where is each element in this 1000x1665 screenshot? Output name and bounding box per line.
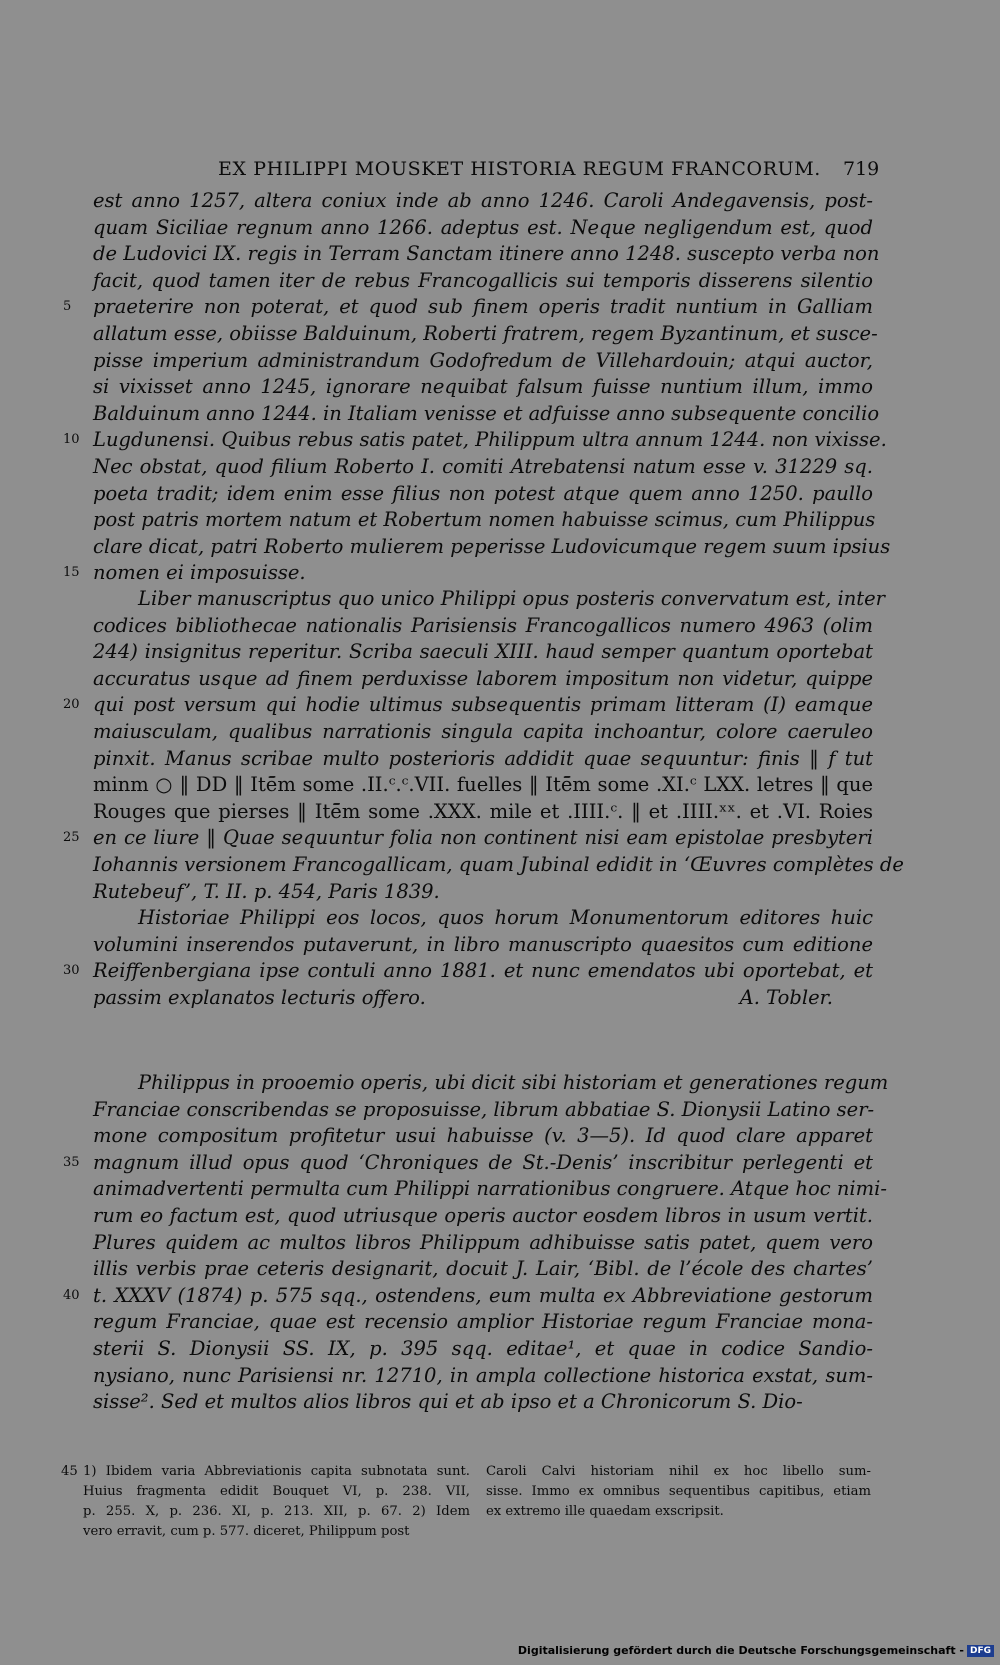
text-line bbox=[63, 958, 873, 985]
text-line bbox=[93, 932, 873, 959]
line-number: 40 bbox=[63, 1287, 80, 1303]
text-line bbox=[63, 692, 873, 719]
footnote-line bbox=[486, 1462, 871, 1482]
line-text: illis verbis prae ceteris designarit, docuit J. Lair, ‘Bibl. de l’école des chartes’ bbox=[93, 1257, 873, 1281]
text-line bbox=[93, 1070, 889, 1097]
line-text: Reiffenbergiana ipse contuli anno 1881. et nunc emendatos ubi oportebat, et bbox=[93, 959, 873, 983]
line-text: facit, quod tamen iter de rebus Francogallicis sui temporis disserens silentio bbox=[93, 268, 873, 292]
digitization-credit bbox=[518, 1644, 994, 1657]
line-number: 45 bbox=[61, 1464, 78, 1479]
line-text: 244) insignitus reperitur. Scriba saeculi XIII. haud semper quantum oportebat bbox=[93, 640, 873, 664]
line-text: quam Siciliae regnum anno 1266. adeptus est. Neque negligendum est, quod bbox=[93, 215, 873, 239]
line-number: 35 bbox=[63, 1154, 80, 1170]
text-line bbox=[93, 401, 880, 428]
footnote-text: Huius fragmenta edidit Bouquet VI, p. 238. VII, bbox=[83, 1484, 470, 1499]
line-text: Liber manuscriptus quo unico Philippi opus posteris convervatum est, inter bbox=[138, 587, 885, 610]
footnote-text: p. 255. X, p. 236. XI, p. 213. XII, p. 67. 2) Idem bbox=[83, 1504, 470, 1519]
paragraph-3 bbox=[63, 905, 873, 1011]
text-line bbox=[93, 188, 873, 215]
text-line bbox=[63, 1150, 873, 1177]
footnote-line bbox=[486, 1502, 871, 1522]
footnote-text: vero erravit, cum p. 577. diceret, Philippum post bbox=[83, 1524, 410, 1539]
footnote-text: sisse. Immo ex omnibus sequentibus capitibus, etiam bbox=[486, 1484, 871, 1499]
text-line bbox=[93, 905, 873, 932]
paragraph-2 bbox=[63, 586, 904, 905]
line-text: en ce liure ‖ Quae sequuntur folia non continent nisi eam epistolae presbyteri bbox=[93, 826, 873, 850]
line-text: Historiae Philippi eos locos, quos horum Monumentorum editores huic bbox=[138, 906, 873, 929]
paragraph-1 bbox=[63, 188, 891, 587]
line-text: post patris mortem natum et Robertum nomen habuisse scimus, cum Philippus bbox=[93, 508, 876, 532]
line-text: nysiano, nunc Parisiensi nr. 12710, in ampla collectione historica exstat, sum- bbox=[93, 1363, 873, 1387]
text-line bbox=[63, 825, 873, 852]
footnote-line bbox=[83, 1502, 470, 1522]
text-line bbox=[93, 241, 880, 268]
line-text: praeterire non poterat, et quod sub finem operis tradit nuntium in Galliam bbox=[93, 295, 873, 319]
line-text: sterii S. Dionysii SS. IX, p. 395 sqq. editae¹, et quae in codice Sandio- bbox=[93, 1336, 873, 1360]
text-line bbox=[93, 666, 873, 693]
line-text: Plures quidem ac multos libros Philippum adhibuisse satis patet, quem vero bbox=[93, 1230, 873, 1254]
line-text: Franciae conscribendas se proposuisse, librum abbatiae S. Dionysii Latino ser- bbox=[93, 1097, 875, 1121]
text-line bbox=[93, 215, 873, 242]
text-line bbox=[93, 1256, 873, 1283]
line-text: t. XXXV (1874) p. 575 sqq., ostendens, eum multa ex Abbreviatione gestorum bbox=[93, 1283, 873, 1307]
text-line bbox=[93, 268, 873, 295]
line-number: 20 bbox=[63, 697, 80, 713]
line-number: 5 bbox=[63, 299, 72, 315]
line-number: 15 bbox=[63, 565, 80, 581]
text-line bbox=[93, 772, 873, 799]
text-line bbox=[93, 613, 873, 640]
line-text: codices bibliothecae nationalis Parisiensis Francogallicos numero 4963 (olim bbox=[93, 613, 873, 637]
footnote-line bbox=[486, 1482, 871, 1502]
text-line bbox=[93, 1203, 873, 1230]
line-text: pisse imperium administrandum Godofredum de Villehardouin; atqui auctor, bbox=[93, 348, 873, 372]
text-line bbox=[93, 879, 873, 906]
line-text: volumini inserendos putaverunt, in libro manuscripto quaesitos cum editione bbox=[93, 932, 873, 956]
text-line bbox=[93, 1363, 873, 1390]
text-line bbox=[93, 534, 891, 561]
text-line bbox=[93, 481, 873, 508]
line-number: 25 bbox=[63, 830, 80, 846]
line-text: Philippus in prooemio operis, ubi dicit sibi historiam et generationes regum bbox=[138, 1071, 889, 1094]
line-text: passim explanatos lecturis offero. bbox=[93, 985, 426, 1009]
footnote-line bbox=[83, 1482, 470, 1502]
line-text: nomen ei imposuisse. bbox=[93, 561, 306, 585]
line-text: animadvertenti permulta cum Philippi narrationibus congruere. Atque hoc nimi- bbox=[93, 1177, 887, 1201]
line-text: maiusculam, qualibus narrationis singula capita inchoantur, colore caeruleo bbox=[93, 719, 873, 743]
line-text: Iohannis versionem Francogallicam, quam Jubinal edidit in ‘Œuvres complètes de bbox=[93, 852, 904, 876]
line-text: Lugdunensi. Quibus rebus satis patet, Philippum ultra annum 1244. non vixisse. bbox=[93, 428, 887, 452]
line-text: qui post versum qui hodie ultimus subsequentis primam litteram (I) eamque bbox=[93, 693, 873, 717]
footnote-line bbox=[83, 1522, 470, 1542]
text-line bbox=[93, 1176, 887, 1203]
line-number: 30 bbox=[63, 963, 80, 979]
footnote-text: ex extremo ille quaedam exscripsit. bbox=[486, 1504, 724, 1519]
text-line bbox=[93, 1097, 873, 1124]
footnote-text: Caroli Calvi historiam nihil ex hoc libello sum- bbox=[486, 1464, 871, 1479]
line-text: poeta tradit; idem enim esse filius non potest atque quem anno 1250. paullo bbox=[93, 481, 873, 505]
line-text: de Ludovici IX. regis in Terram Sanctam itinere anno 1248. suscepto verba non bbox=[93, 242, 880, 266]
text-line bbox=[93, 321, 878, 348]
text-line bbox=[93, 1230, 873, 1257]
line-text: regum Franciae, quae est recensio amplior Historiae regum Franciae mona- bbox=[93, 1310, 873, 1334]
text-line bbox=[63, 1283, 873, 1310]
page-number: 719 bbox=[843, 158, 880, 180]
line-number: 10 bbox=[63, 432, 80, 448]
text-line bbox=[93, 799, 873, 826]
line-text: rum eo factum est, quod utriusque operis auctor eosdem libros in usum vertit. bbox=[93, 1203, 873, 1227]
text-line bbox=[93, 454, 873, 481]
credit-text: Digitalisierung gefördert durch die Deutsche Forschungsgemeinschaft - bbox=[517, 1644, 964, 1657]
text-line bbox=[93, 639, 873, 666]
line-text: Rutebeuf’, T. II. p. 454, Paris 1839. bbox=[93, 879, 440, 903]
line-text: Nec obstat, quod filium Roberto I. comiti Atrebatensi natum esse v. 31229 sq. bbox=[93, 454, 873, 478]
line-text: Balduinum anno 1244. in Italiam venisse et adfuisse anno subsequente concilio bbox=[93, 401, 880, 425]
text-line bbox=[93, 746, 873, 773]
paragraph-4 bbox=[63, 1070, 889, 1416]
line-text: magnum illud opus quod ‘Chroniques de St.-Denis’ inscribitur perlegenti et bbox=[93, 1150, 873, 1174]
text-line bbox=[93, 1309, 873, 1336]
text-line bbox=[93, 1123, 873, 1150]
line-text: mone compositum profitetur usui habuisse (v. 3—5). Id quod clare apparet bbox=[93, 1124, 873, 1148]
text-line bbox=[63, 560, 873, 587]
line-text: clare dicat, patri Roberto mulierem peperisse Ludovicumque regem suum ipsius bbox=[93, 534, 891, 558]
text-line bbox=[93, 1389, 873, 1416]
running-title: EX PHILIPPI MOUSKET HISTORIA REGUM FRANCORUM. bbox=[218, 158, 821, 180]
author-signoff: A. Tobler. bbox=[739, 985, 833, 1009]
footnote-text: 1) Ibidem varia Abbreviationis capita subnotata sunt. bbox=[83, 1464, 470, 1479]
text-line bbox=[93, 1336, 873, 1363]
line-text: est anno 1257, altera coniux inde ab anno 1246. Caroli Andegavensis, post- bbox=[93, 189, 873, 212]
line-text: accuratus usque ad finem perduxisse laborem impositum non videtur, quippe bbox=[93, 666, 873, 690]
text-line bbox=[93, 586, 885, 613]
line-text: minm ○ ‖ DD ‖ Itē̄m some .II.ᶜ.ᶜ.VII. fuelles ‖ Itē̄m some .XI.ᶜ LXX. letres ‖ que bbox=[93, 773, 873, 797]
text-line bbox=[93, 374, 873, 401]
text-line bbox=[93, 507, 876, 534]
text-line bbox=[93, 985, 873, 1012]
footnotes-right-column bbox=[486, 1462, 871, 1522]
text-line bbox=[93, 852, 904, 879]
footnotes-left-column bbox=[61, 1462, 470, 1542]
running-header bbox=[0, 158, 1000, 186]
text-line bbox=[93, 348, 873, 375]
dfg-logo: DFG bbox=[967, 1645, 994, 1657]
text-line bbox=[63, 427, 887, 454]
text-line bbox=[63, 294, 873, 321]
text-line bbox=[93, 719, 873, 746]
line-text: si vixisset anno 1245, ignorare nequibat falsum fuisse nuntium illum, immo bbox=[93, 375, 873, 399]
line-text: sisse². Sed et multos alios libros qui et ab ipso et a Chronicorum S. Dio- bbox=[93, 1390, 803, 1414]
line-text: Rouges que pierses ‖ Itē̄m some .XXX. mile et .IIII.ᶜ. ‖ et .IIII.ˣˣ. et .VI. Roies bbox=[93, 799, 873, 823]
line-text: allatum esse, obiisse Balduinum, Roberti fratrem, regem Byzantinum, et susce- bbox=[93, 321, 878, 345]
line-text: pinxit. Manus scribae multo posterioris addidit quae sequuntur: finis ‖ f tut bbox=[93, 746, 873, 770]
footnote-line bbox=[61, 1462, 470, 1482]
